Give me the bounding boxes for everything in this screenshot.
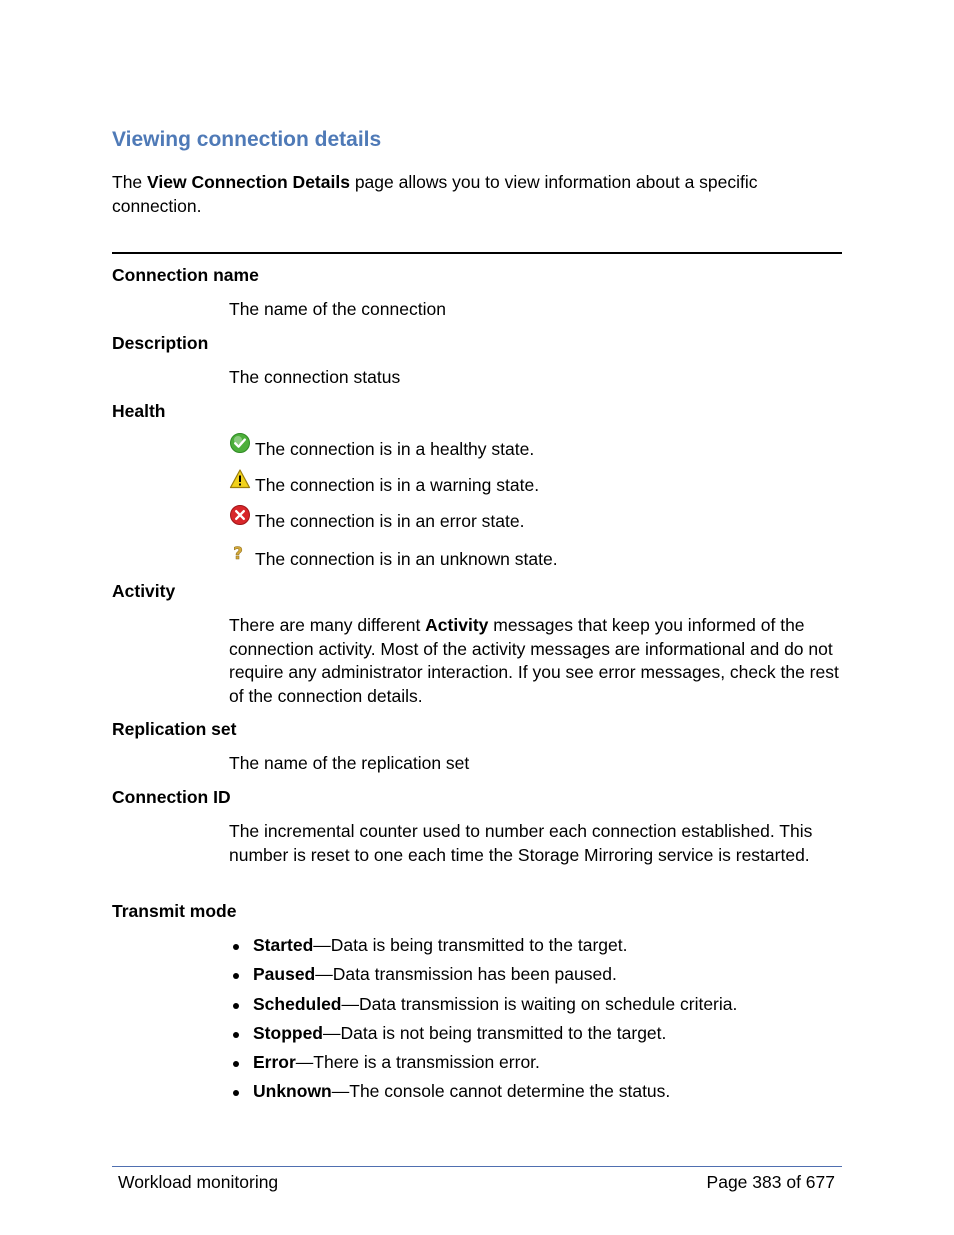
mode-name: Paused <box>253 964 316 984</box>
mode-name: Started <box>253 935 314 955</box>
activity-text-pre: There are many different <box>229 615 426 635</box>
health-error-text: The connection is in an error state. <box>255 511 525 531</box>
term-replication-set: Replication set <box>112 719 237 739</box>
activity-text-post: messages that keep you informed of the connection activity. Most of the activity messages are informational and do not require any administrator interaction. If you see error messages, check the rest of the connection details. <box>229 615 839 706</box>
bullet-dot <box>233 1061 239 1067</box>
section-heading: Viewing connection details <box>112 128 382 151</box>
def-description: The connection status <box>229 367 401 387</box>
table-top-rule <box>112 252 842 254</box>
mode-desc: —The console cannot determine the status. <box>331 1081 671 1101</box>
activity-bold: Activity <box>425 615 489 635</box>
question-mark-icon <box>229 542 251 564</box>
mode-name: Error <box>253 1052 296 1072</box>
mode-desc: —There is a transmission error. <box>295 1052 540 1072</box>
bullet-dot <box>233 1032 239 1038</box>
green-check-icon <box>229 432 251 454</box>
footer-rule <box>112 1166 842 1167</box>
term-connection-name: Connection name <box>112 265 259 285</box>
red-error-icon <box>229 504 251 526</box>
intro-text-post: page allows you to view information about a specific connection. <box>112 172 758 216</box>
intro-text-pre: The <box>112 172 148 192</box>
mode-name: Stopped <box>253 1023 323 1043</box>
mode-desc: —Data transmission is waiting on schedule criteria. <box>341 994 738 1014</box>
mode-name: Unknown <box>253 1081 332 1101</box>
yellow-warning-icon <box>229 468 251 490</box>
mode-desc: —Data is not being transmitted to the target. <box>323 1023 667 1043</box>
term-transmit-mode: Transmit mode <box>112 901 237 921</box>
health-unknown-text: The connection is in an unknown state. <box>255 549 558 569</box>
term-connection-id: Connection ID <box>112 787 231 807</box>
def-activity <box>229 614 841 708</box>
def-replication-set: The name of the replication set <box>229 753 470 773</box>
intro-page-name: View Connection Details <box>147 172 350 192</box>
bullet-dot <box>233 1090 239 1096</box>
footer-section-title: Workload monitoring <box>118 1172 279 1192</box>
intro-paragraph <box>112 171 832 218</box>
def-connection-name: The name of the connection <box>229 299 446 319</box>
health-warning-text: The connection is in a warning state. <box>255 475 540 495</box>
mode-desc: —Data transmission has been paused. <box>315 964 617 984</box>
bullet-dot <box>233 1003 239 1009</box>
bullet-dot <box>233 944 239 950</box>
footer-page-number: Page 383 of 677 <box>706 1172 835 1192</box>
mode-desc: —Data is being transmitted to the target. <box>313 935 628 955</box>
term-activity: Activity <box>112 581 176 601</box>
mode-name: Scheduled <box>253 994 342 1014</box>
bullet-dot <box>233 973 239 979</box>
def-connection-id: The incremental counter used to number each connection established. This number is reset to one each time the Storage Mirroring service is restarted. <box>229 821 813 865</box>
term-health: Health <box>112 401 166 421</box>
svg-text:?: ? <box>233 544 243 564</box>
health-healthy-text: The connection is in a healthy state. <box>255 439 535 459</box>
term-description: Description <box>112 333 209 353</box>
